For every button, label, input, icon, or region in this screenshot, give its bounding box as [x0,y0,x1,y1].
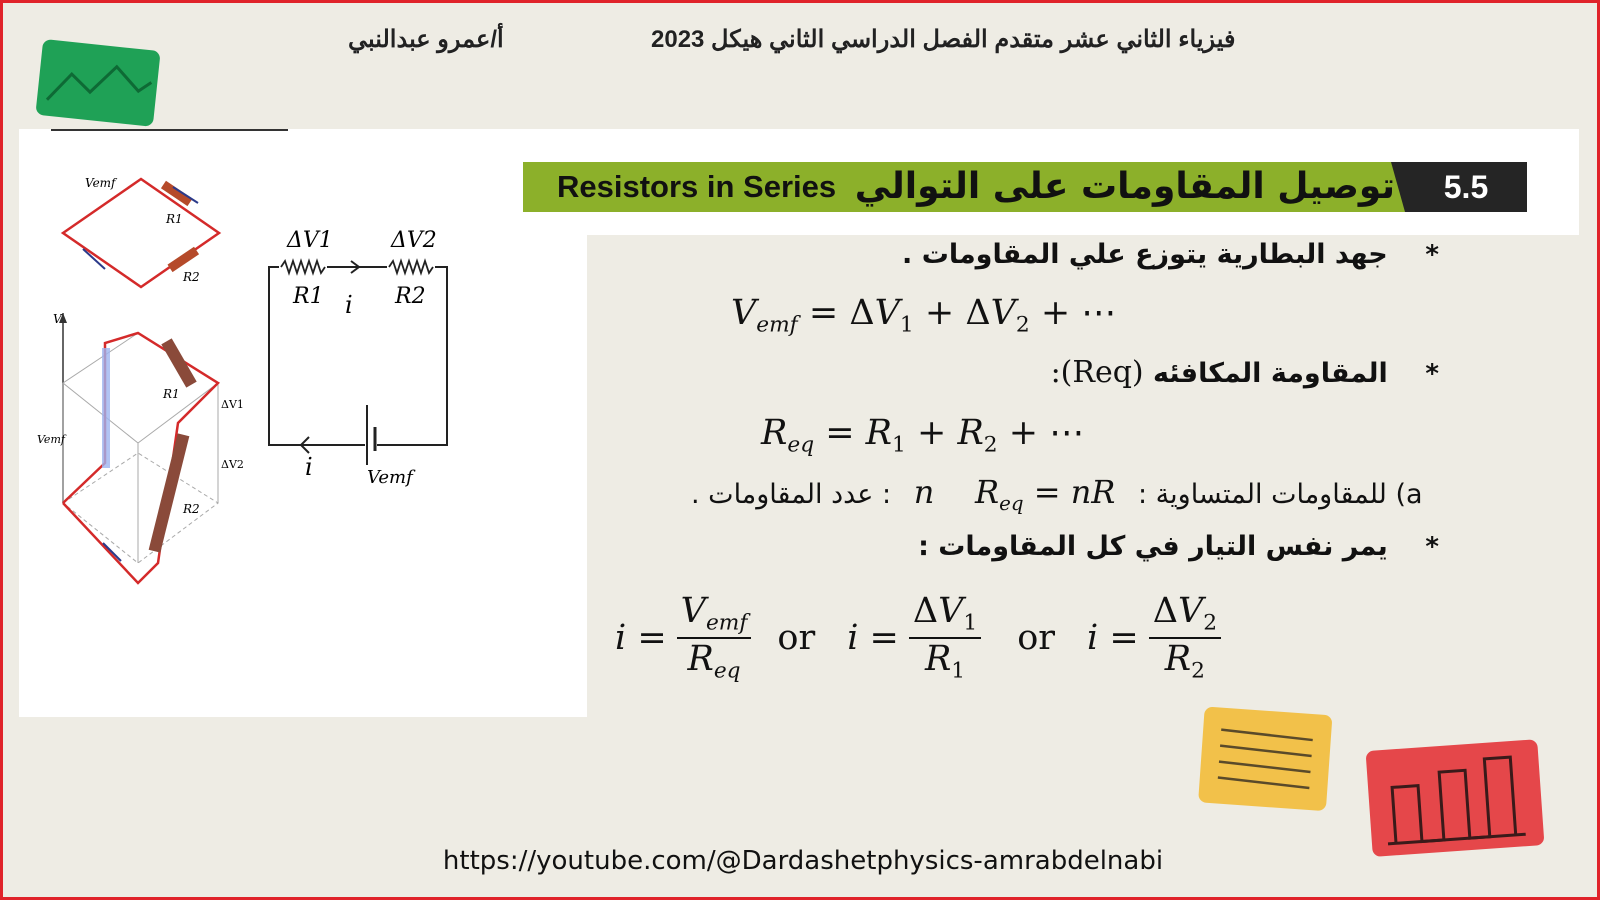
section-number: 5.5 [1405,162,1527,212]
equation-req: $R_{eq} = R_1 + R_2$ + ⋯ [761,413,1085,458]
label-vemf-top: Vemf [85,176,116,190]
point-2-text: المقاومة المكافئه [1153,358,1388,389]
series-circuit-diagram [265,225,465,505]
label-r1-box: R1 [163,387,180,401]
channel-link[interactable]: https://youtube.com/@Dardashetphysics-amrabdelnabi [442,846,1164,876]
circuit-3d-diagram [33,163,253,603]
divider [51,129,288,131]
point-1 [902,239,1439,270]
equation-current: i = $\frac{V_{emf}}{R_{eq}}$ or i = $\frac{\Delta V_1}{R_1}$ or i = $\frac{\Delta V_2}{R_2}$ [615,591,1225,684]
point-3 [691,473,1423,515]
label-r2-top: R2 [183,270,200,284]
or-2: or [1017,617,1056,658]
label-r2: R2 [395,284,426,309]
banner-title-en: Resistors in Series [557,169,837,204]
banner-title-ar: توصيل المقاومات على التوالي [854,166,1395,207]
label-vemf: Vemf [367,467,413,488]
point-2-symbol: :(Req) [1050,355,1144,390]
label-vemf-box: Vemf [37,433,65,446]
section-banner [523,162,1527,212]
label-dv1-box: ΔV1 [221,398,244,411]
point-4-text: يمر نفس التيار في كل المقاومات : [918,531,1388,562]
label-i-top: i [345,291,353,319]
point-2 [1051,355,1439,390]
bullet-icon: * [1425,240,1439,270]
green-chart-card-icon [31,35,167,131]
header-title: فيزياء الثاني عشر متقدم الفصل الدراسي الثاني هيكل 2023 [651,26,1236,53]
point-3-prefix: a) للمقاومات المتساوية : [1137,479,1423,510]
bullet-icon: * [1425,532,1439,562]
header-author: أ/عمرو عبدالنبي [348,26,504,53]
or-1: or [777,617,816,658]
label-r1: R1 [293,284,324,309]
label-r1-top: R1 [166,212,183,226]
label-dv1: ΔV1 [287,228,333,253]
yellow-notes-card-icon [1193,703,1343,823]
label-i-bottom: i [305,453,313,481]
equation-n: n $R_{eq}$ = nR [913,473,1116,515]
point-3-suffix: : عدد المقاومات . [691,479,892,510]
point-4 [918,531,1439,562]
bullet-icon: * [1425,359,1439,389]
label-r2-box: R2 [183,502,200,516]
equation-vemf: $V_{emf} = \Delta V_1 + \Delta V_2$ + ⋯ [731,293,1117,338]
label-dv2-box: ΔV2 [221,458,244,471]
label-v-axis: V [53,312,62,326]
red-bar-chart-card-icon [1363,733,1549,863]
label-dv2: ΔV2 [391,228,437,253]
point-1-text: جهد البطارية يتوزع علي المقاومات . [902,239,1388,270]
